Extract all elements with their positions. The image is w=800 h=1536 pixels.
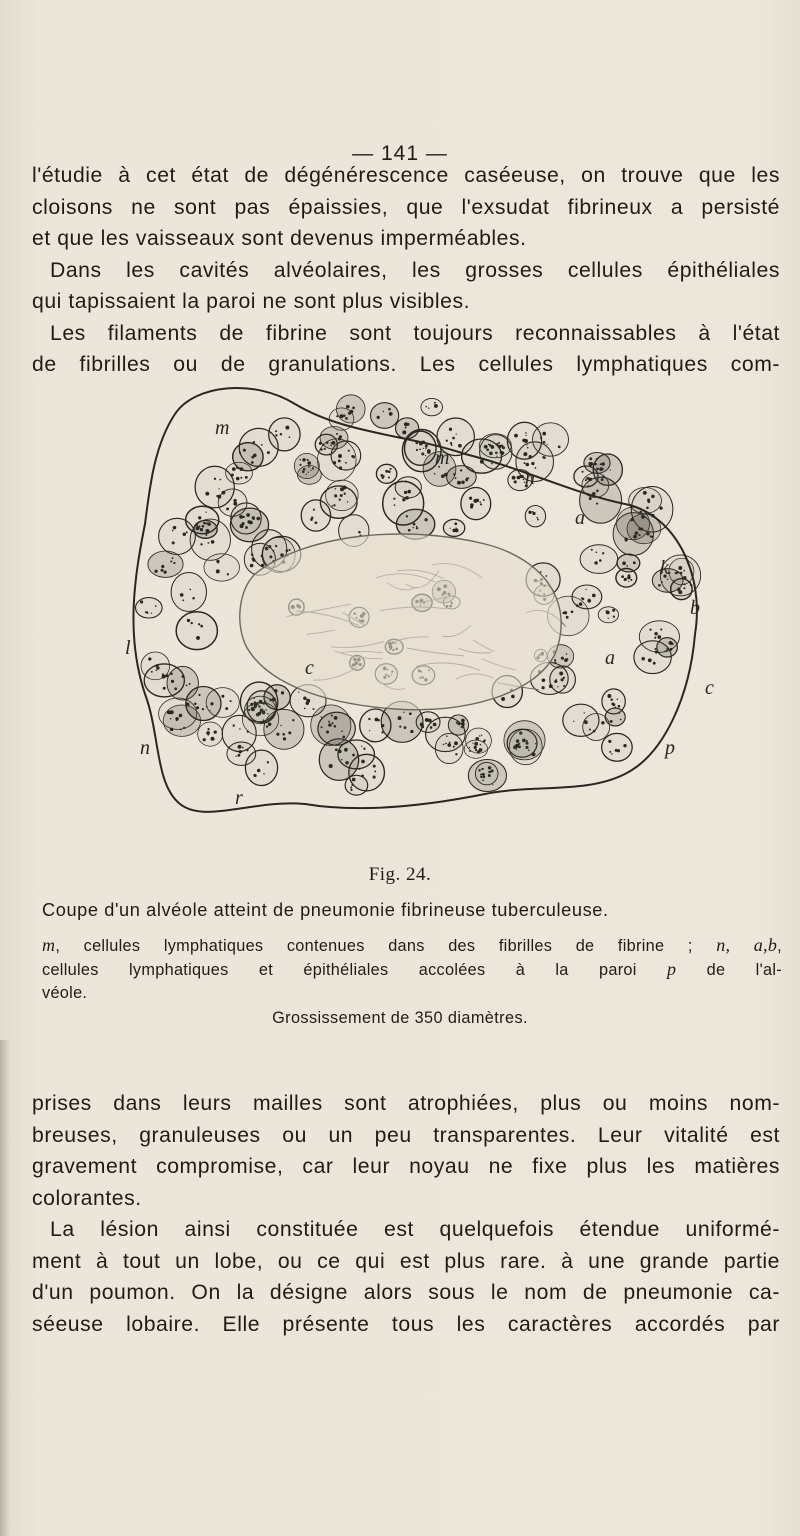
cell: [631, 487, 673, 533]
cell: [580, 545, 618, 574]
page-number: — 141 —: [352, 142, 448, 165]
cell: [475, 762, 498, 784]
cell: [198, 722, 223, 746]
text-line: qui tapissaient la paroi ne sont plus visibles.: [32, 290, 471, 313]
figure-letter: a: [575, 507, 585, 529]
legend-text: véole.: [42, 984, 88, 1002]
text-line: d'un poumon. On la désigne alors sous le nom de pneumonie ca-: [32, 1281, 780, 1304]
legend-line: [42, 958, 782, 982]
alveolus-section-illustration: [105, 374, 725, 864]
cell: [176, 612, 217, 650]
cell: [598, 607, 618, 623]
text-line: colorantes.: [32, 1186, 142, 1210]
legend-line: [42, 934, 782, 958]
figure-letter: m: [435, 447, 450, 469]
cell: [195, 466, 234, 508]
text-line: La lésion ainsi constituée est quelquefois étendue uniformé-: [50, 1218, 780, 1241]
text-line: ment à tout un lobe, ou ce qui est plus rare. à une grande partie: [32, 1249, 780, 1273]
figure-letter: c: [705, 677, 714, 699]
text-line: de fibrilles ou de granulations. Les cellules lymphatiques com-: [32, 353, 780, 376]
bottom-paragraph: [32, 1088, 780, 1340]
cell: [194, 521, 217, 539]
legend-text: , cellules lymphatiques contenues dans des fibrilles de fibrine ;: [55, 937, 717, 955]
cell: [525, 506, 545, 527]
cell: [376, 464, 396, 483]
text-line: Les filaments de fibrine sont toujours reconnaissables à l'état: [50, 321, 780, 345]
top-paragraph: [32, 160, 780, 381]
cell: [509, 729, 542, 765]
legend-text: de l'al-: [676, 961, 782, 979]
cell: [435, 733, 463, 763]
caption-title: Coupe d'un alvéole atteint de pneumonie fibrineuse tuberculeuse.: [42, 900, 609, 920]
text-line: prises dans leurs mailles sont atrophiées, plus ou moins nom-: [32, 1092, 780, 1115]
text-line: cloisons ne sont pas épaissies, que l'exsudat fibrineux a persisté: [32, 195, 780, 219]
cell: [227, 742, 256, 765]
cell: [206, 688, 239, 718]
text-line: Dans les cavités alvéolaires, les grosses cellules épithéliales: [50, 258, 780, 282]
legend-text: ,: [777, 937, 782, 955]
figure-letter: b: [690, 597, 700, 619]
cell: [159, 518, 196, 554]
cell: [507, 422, 541, 459]
cell: [421, 398, 443, 415]
cell: [136, 598, 163, 618]
figure-letter: n: [525, 467, 535, 489]
legend-key-m: m: [42, 935, 56, 955]
text-line: et que les vaisseaux sont devenus imperméables.: [32, 227, 527, 250]
magnification-note: Grossissement de 350 diamètres.: [272, 1009, 528, 1027]
cell: [264, 685, 290, 710]
cell: [602, 733, 633, 761]
page-binding-shadow: [0, 1040, 10, 1536]
legend-line: [42, 982, 782, 1005]
cell: [345, 775, 368, 795]
cell: [371, 403, 399, 429]
cell: [572, 585, 602, 609]
figure-letter: r: [235, 787, 243, 809]
cell: [605, 708, 625, 726]
text-line: l'étudie à cet état de dégénérescence caséeuse, on trouve que les: [32, 164, 780, 187]
cell: [461, 488, 491, 520]
legend-key-nab: n, a,b: [716, 935, 778, 955]
cell: [239, 428, 278, 466]
legend-key-p: p: [667, 959, 677, 979]
caption-legend: [42, 934, 782, 1005]
text-line: gravement compromise, car leur noyau ne fixe plus les matières: [32, 1155, 780, 1178]
text-line: séeuse lobaire. Elle présente tous les caractères accordés par: [32, 1312, 780, 1336]
cell: [326, 480, 359, 511]
figure-letter: c: [305, 657, 314, 679]
figure-letter: n: [140, 737, 150, 759]
cell: [171, 573, 206, 612]
figure-letter: m: [215, 417, 230, 439]
figure-letter: l: [125, 637, 131, 659]
cell: [480, 435, 512, 470]
figure-letter: p: [665, 737, 675, 759]
cell: [204, 554, 240, 581]
text-line: breuses, granuleuses ou un peu transparentes. Leur vitalité est: [32, 1123, 780, 1147]
figure-letter: k: [660, 557, 669, 579]
cell: [443, 519, 464, 536]
cell: [298, 466, 322, 485]
legend-text: cellules lymphatiques et épithéliales accolées à la paroi: [42, 961, 668, 979]
cell: [395, 477, 421, 498]
cell: [634, 641, 671, 674]
cell: [396, 418, 419, 439]
figure-label: Fig. 24.: [368, 864, 432, 885]
cell: [464, 740, 487, 758]
alveolar-cavity: [240, 534, 561, 710]
cell: [616, 569, 637, 588]
cell: [148, 551, 183, 577]
figure-letter: a: [605, 647, 615, 669]
cell: [320, 427, 348, 450]
